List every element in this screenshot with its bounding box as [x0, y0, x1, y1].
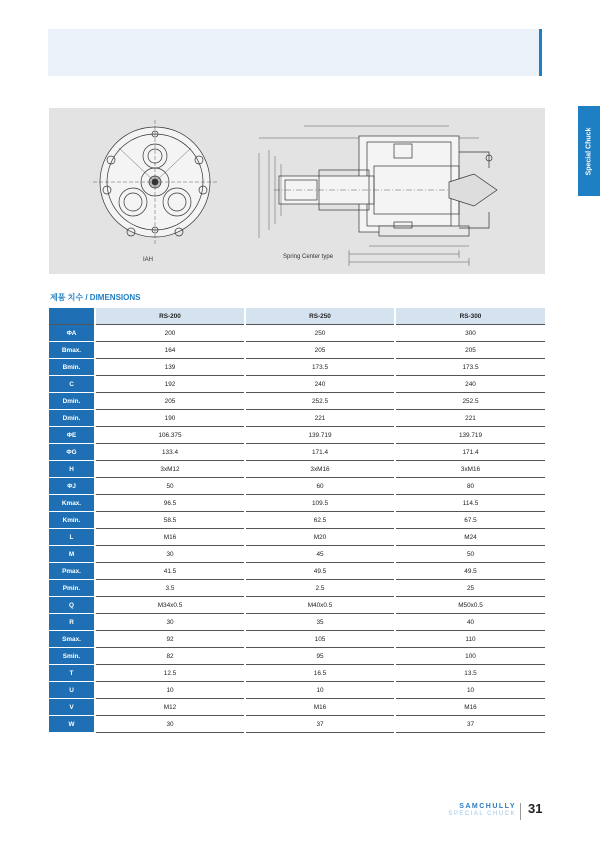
- row-label: ΦJ: [49, 478, 95, 495]
- table-cell: 173.5: [395, 359, 545, 376]
- table-cell: 58.5: [95, 512, 245, 529]
- table-cell: M40x0.5: [245, 597, 395, 614]
- table-cell: 3.5: [95, 580, 245, 597]
- table-row: [49, 376, 545, 393]
- row-label: Kmax.: [49, 495, 95, 512]
- table-cell: 10: [95, 682, 245, 699]
- row-label: U: [49, 682, 95, 699]
- table-row: [49, 699, 545, 716]
- table-cell: 62.5: [245, 512, 395, 529]
- row-label: T: [49, 665, 95, 682]
- table-cell: 3xM16: [245, 461, 395, 478]
- table-row: [49, 648, 545, 665]
- front-view-caption: IAH: [143, 257, 154, 263]
- table-cell: 221: [245, 410, 395, 427]
- footer-divider: [520, 803, 521, 820]
- side-view: [259, 126, 497, 266]
- row-label: Pmin.: [49, 580, 95, 597]
- table-cell: 205: [395, 342, 545, 359]
- table-cell: 12.5: [95, 665, 245, 682]
- table-cell: 50: [395, 546, 545, 563]
- side-tab-label: Special Chuck: [585, 127, 593, 175]
- table-row: [49, 478, 545, 495]
- front-view: [93, 120, 217, 244]
- table-cell: 10: [245, 682, 395, 699]
- table-cell: M16: [245, 699, 395, 716]
- header-accent-bar: [539, 29, 542, 76]
- table-cell: 80: [395, 478, 545, 495]
- table-row: [49, 716, 545, 733]
- table-cell: 30: [95, 614, 245, 631]
- table-cell: 139: [95, 359, 245, 376]
- dimensions-table: [49, 308, 545, 733]
- table-cell: 171.4: [245, 444, 395, 461]
- table-cell: M20: [245, 529, 395, 546]
- column-header: RS-300: [395, 308, 545, 325]
- table-cell: 3xM12: [95, 461, 245, 478]
- brand-subtitle: SPECIAL CHUCK: [448, 811, 516, 817]
- table-cell: 192: [95, 376, 245, 393]
- table-cell: 173.5: [245, 359, 395, 376]
- table-cell: 40: [395, 614, 545, 631]
- table-row: [49, 359, 545, 376]
- table-row: [49, 546, 545, 563]
- table-cell: 95: [245, 648, 395, 665]
- table-row: [49, 427, 545, 444]
- table-row: [49, 461, 545, 478]
- table-cell: 105: [245, 631, 395, 648]
- table-corner-cell: [49, 308, 95, 325]
- table-cell: 82: [95, 648, 245, 665]
- table-row: [49, 393, 545, 410]
- table-cell: M16: [395, 699, 545, 716]
- technical-drawing: [49, 108, 545, 274]
- table-cell: 49.5: [395, 563, 545, 580]
- table-row: [49, 529, 545, 546]
- table-cell: 92: [95, 631, 245, 648]
- table-cell: 60: [245, 478, 395, 495]
- table-row: [49, 597, 545, 614]
- row-label: L: [49, 529, 95, 546]
- table-cell: 205: [245, 342, 395, 359]
- table-cell: 240: [395, 376, 545, 393]
- table-cell: 45: [245, 546, 395, 563]
- table-cell: 133.4: [95, 444, 245, 461]
- table-cell: 252.5: [245, 393, 395, 410]
- table-row: [49, 631, 545, 648]
- table-cell: 96.5: [95, 495, 245, 512]
- footer-brand: [436, 803, 516, 817]
- side-tab[interactable]: [578, 106, 600, 196]
- table-cell: 10: [395, 682, 545, 699]
- table-row: [49, 563, 545, 580]
- row-label: Pmax.: [49, 563, 95, 580]
- row-label: Smin.: [49, 648, 95, 665]
- table-cell: 50: [95, 478, 245, 495]
- row-label: Bmax.: [49, 342, 95, 359]
- row-label: M: [49, 546, 95, 563]
- row-label: W: [49, 716, 95, 733]
- table-cell: M50x0.5: [395, 597, 545, 614]
- table-cell: 171.4: [395, 444, 545, 461]
- row-label: ΦG: [49, 444, 95, 461]
- table-row: [49, 682, 545, 699]
- table-row: [49, 512, 545, 529]
- row-label: ΦE: [49, 427, 95, 444]
- table-cell: 3xM16: [395, 461, 545, 478]
- table-cell: 37: [245, 716, 395, 733]
- table-cell: 240: [245, 376, 395, 393]
- table-cell: 114.5: [395, 495, 545, 512]
- table-cell: M12: [95, 699, 245, 716]
- table-row: [49, 665, 545, 682]
- table-cell: 200: [95, 325, 245, 342]
- table-cell: 109.5: [245, 495, 395, 512]
- table-cell: 139.719: [245, 427, 395, 444]
- table-cell: 16.5: [245, 665, 395, 682]
- side-view-caption: Spring Center type: [283, 254, 334, 260]
- table-cell: 100: [395, 648, 545, 665]
- row-label: V: [49, 699, 95, 716]
- table-cell: 41.5: [95, 563, 245, 580]
- table-cell: 49.5: [245, 563, 395, 580]
- table-cell: M34x0.5: [95, 597, 245, 614]
- table-cell: 13.5: [395, 665, 545, 682]
- table-cell: 30: [95, 716, 245, 733]
- table-row: [49, 325, 545, 342]
- row-label: ΦA: [49, 325, 95, 342]
- row-label: Kmin.: [49, 512, 95, 529]
- table-cell: 35: [245, 614, 395, 631]
- table-cell: 25: [395, 580, 545, 597]
- table-row: [49, 614, 545, 631]
- table-cell: 106.375: [95, 427, 245, 444]
- table-cell: M24: [395, 529, 545, 546]
- table-cell: 205: [95, 393, 245, 410]
- table-row: [49, 580, 545, 597]
- table-cell: 30: [95, 546, 245, 563]
- brand-logo-text: SAMCHULLY: [459, 803, 516, 810]
- table-row: [49, 495, 545, 512]
- table-row: [49, 410, 545, 427]
- chuck-drawing-svg: [49, 108, 545, 274]
- row-label: Bmin.: [49, 359, 95, 376]
- row-label: Q: [49, 597, 95, 614]
- table-row: [49, 444, 545, 461]
- page-number: 31: [528, 801, 543, 816]
- row-label: Dmin.: [49, 410, 95, 427]
- row-label: H: [49, 461, 95, 478]
- table-cell: 37: [395, 716, 545, 733]
- table-cell: M16: [95, 529, 245, 546]
- row-label: Dmin.: [49, 393, 95, 410]
- header-banner: [48, 29, 542, 76]
- table-cell: 300: [395, 325, 545, 342]
- table-cell: 139.719: [395, 427, 545, 444]
- column-header: RS-200: [95, 308, 245, 325]
- section-title: 제품 치수 / DIMENSIONS: [50, 293, 141, 302]
- row-label: Smax.: [49, 631, 95, 648]
- table-cell: 250: [245, 325, 395, 342]
- table-cell: 110: [395, 631, 545, 648]
- row-label: C: [49, 376, 95, 393]
- table-cell: 164: [95, 342, 245, 359]
- column-header: RS-250: [245, 308, 395, 325]
- table-cell: 67.5: [395, 512, 545, 529]
- table-cell: 252.5: [395, 393, 545, 410]
- table-cell: 2.5: [245, 580, 395, 597]
- table-cell: 190: [95, 410, 245, 427]
- table-cell: 221: [395, 410, 545, 427]
- table-row: [49, 342, 545, 359]
- row-label: R: [49, 614, 95, 631]
- table-header-row: [49, 308, 545, 325]
